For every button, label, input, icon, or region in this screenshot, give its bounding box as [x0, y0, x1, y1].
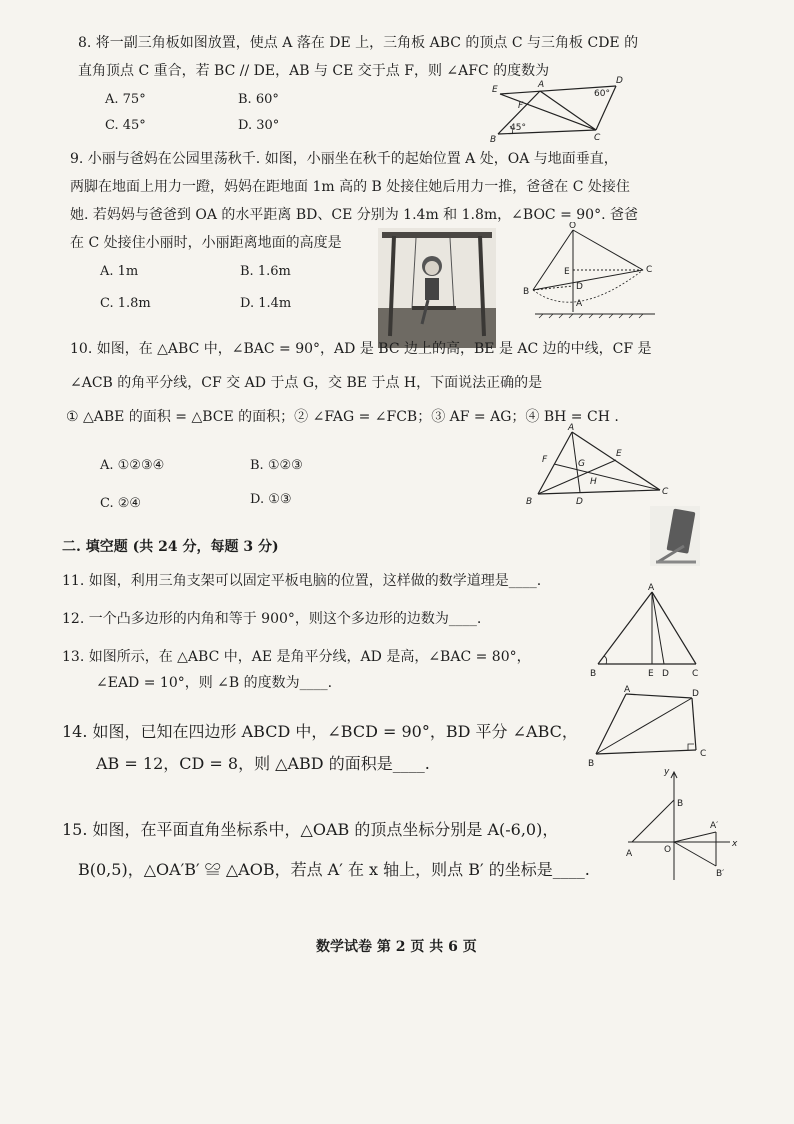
- q15-label-y: y: [664, 767, 670, 777]
- q9-line-4: 在 C 处接住小丽时，小丽距离地面的高度是: [70, 235, 342, 251]
- q15-label-b: B: [677, 799, 684, 809]
- q10-option-b: B. ①②③: [250, 458, 303, 473]
- q10-option-a: A. ①②③④: [100, 458, 165, 473]
- q8-line-2: 直角顶点 C 重合，若 BC // DE，AB 与 CE 交于点 F，则 ∠AFC 的度数为: [78, 63, 550, 79]
- q15-line-1: 15. 如图，在平面直角坐标系中，△OAB 的顶点坐标分别是 A(-6,0)，: [62, 820, 559, 839]
- q15-line-2: B(0,5)，△OA′B′ ≌ △AOB，若点 A′ 在 x 轴上，则点 B′ 的坐标是____.: [78, 860, 590, 879]
- q10-label-a: A: [568, 423, 575, 433]
- q15-label-a-prime: A′: [710, 821, 719, 831]
- q9-label-c: C: [646, 265, 653, 275]
- q13-line-1: 13. 如图所示，在 △ABC 中，AE 是角平分线，AD 是高，∠BAC = 80°，: [62, 649, 531, 665]
- q10-line-2: ∠ACB 的角平分线，CF 交 AD 于点 G，交 BE 于点 H，下面说法正确的是: [70, 375, 543, 391]
- q10-label-g: G: [578, 459, 585, 469]
- q8-label-a: A: [538, 80, 545, 90]
- q9-label-e: E: [564, 267, 570, 277]
- q8-label-f: F: [518, 101, 524, 111]
- q9-label-b: B: [523, 287, 530, 297]
- q10-label-e: E: [616, 449, 622, 459]
- section-2-title: 二. 填空题 (共 24 分，每题 3 分): [62, 539, 279, 555]
- q9-option-c: C. 1.8m: [100, 296, 151, 311]
- q8-option-d: D. 30°: [238, 118, 280, 133]
- q8-label-d: D: [616, 76, 623, 86]
- q13-triangle-figure: [586, 582, 706, 682]
- q11-text: 11. 如图，利用三角支架可以固定平板电脑的位置，这样做的数学道理是____.: [62, 573, 542, 589]
- q8-triangle-figure: [488, 74, 628, 144]
- q9-geometry-figure: [515, 222, 665, 322]
- q9-option-a: A. 1m: [100, 264, 139, 279]
- q14-label-d: D: [692, 689, 699, 699]
- q10-option-c: C. ②④: [100, 496, 142, 511]
- q14-line-1: 14. 如图，已知在四边形 ABCD 中，∠BCD = 90°，BD 平分 ∠ABC，: [62, 722, 578, 741]
- q13-label-a: A: [648, 583, 655, 593]
- q10-label-d: D: [576, 497, 583, 507]
- q8-angle-45: 45°: [510, 123, 526, 133]
- q13-label-c: C: [692, 669, 699, 679]
- q8-option-b: B. 60°: [238, 92, 279, 107]
- q14-label-b: B: [588, 759, 595, 769]
- q10-label-c: C: [662, 487, 669, 497]
- q8-angle-60: 60°: [594, 89, 610, 99]
- q15-coordinate-figure: [620, 760, 740, 890]
- q9-label-a: A: [576, 299, 583, 309]
- q8-label-c: C: [594, 133, 601, 143]
- q9-option-d: D. 1.4m: [240, 296, 292, 311]
- q10-label-f: F: [542, 455, 548, 465]
- q10-option-d: D. ①③: [250, 492, 292, 507]
- q13-label-d: D: [662, 669, 669, 679]
- q15-label-a: A: [626, 849, 633, 859]
- q9-line-2: 两脚在地面上用力一蹬，妈妈在距地面 1m 高的 B 处接住她后用力一推，爸爸在 C 处接住: [70, 179, 630, 195]
- q8-label-b: B: [490, 135, 497, 144]
- q8-line-1: 8. 将一副三角板如图放置，使点 A 落在 DE 上，三角板 ABC 的顶点 C 与三角板 CDE 的: [78, 35, 639, 51]
- q11-tablet-stand-photo: [650, 506, 700, 566]
- q8-option-a: A. 75°: [105, 92, 146, 107]
- q9-label-d: D: [576, 282, 583, 292]
- q9-line-3: 她. 若妈妈与爸爸到 OA 的水平距离 BD、CE 分别为 1.4m 和 1.8m，∠BOC = 90°. 爸爸: [70, 207, 638, 223]
- q9-line-1: 9. 小丽与爸妈在公园里荡秋千. 如图，小丽坐在秋千的起始位置 A 处，OA 与地面垂直，: [70, 151, 618, 167]
- q15-label-o: O: [664, 845, 672, 855]
- q15-label-b-prime: B′: [716, 869, 725, 879]
- q9-label-o: O: [569, 222, 577, 231]
- page-footer: 数学试卷 第 2 页 共 6 页: [316, 939, 477, 955]
- q10-line-1: 10. 如图，在 △ABC 中，∠BAC = 90°，AD 是 BC 边上的高，BE 是 AC 边的中线，CF 是: [70, 341, 652, 357]
- q12-text: 12. 一个凸多边形的内角和等于 900°，则这个多边形的边数为____.: [62, 611, 482, 627]
- q8-label-e: E: [492, 85, 498, 95]
- q9-swing-photo: [378, 228, 496, 348]
- q10-triangle-figure: [520, 422, 680, 512]
- q9-option-b: B. 1.6m: [240, 264, 291, 279]
- q10-line-3: ① △ABE 的面积 = △BCE 的面积；② ∠FAG = ∠FCB；③ AF = AG；④ BH = CH .: [66, 409, 619, 425]
- q14-line-2: AB = 12，CD = 8，则 △ABD 的面积是____.: [96, 754, 430, 773]
- q8-option-c: C. 45°: [105, 118, 146, 133]
- q15-label-x: x: [732, 839, 738, 849]
- q14-label-a: A: [624, 685, 631, 695]
- q10-label-h: H: [590, 477, 597, 487]
- q13-label-b: B: [590, 669, 597, 679]
- q10-label-b: B: [526, 497, 533, 507]
- q13-line-2: ∠EAD = 10°，则 ∠B 的度数为____.: [96, 675, 333, 691]
- q13-label-e: E: [648, 669, 654, 679]
- q14-label-c: C: [700, 749, 707, 759]
